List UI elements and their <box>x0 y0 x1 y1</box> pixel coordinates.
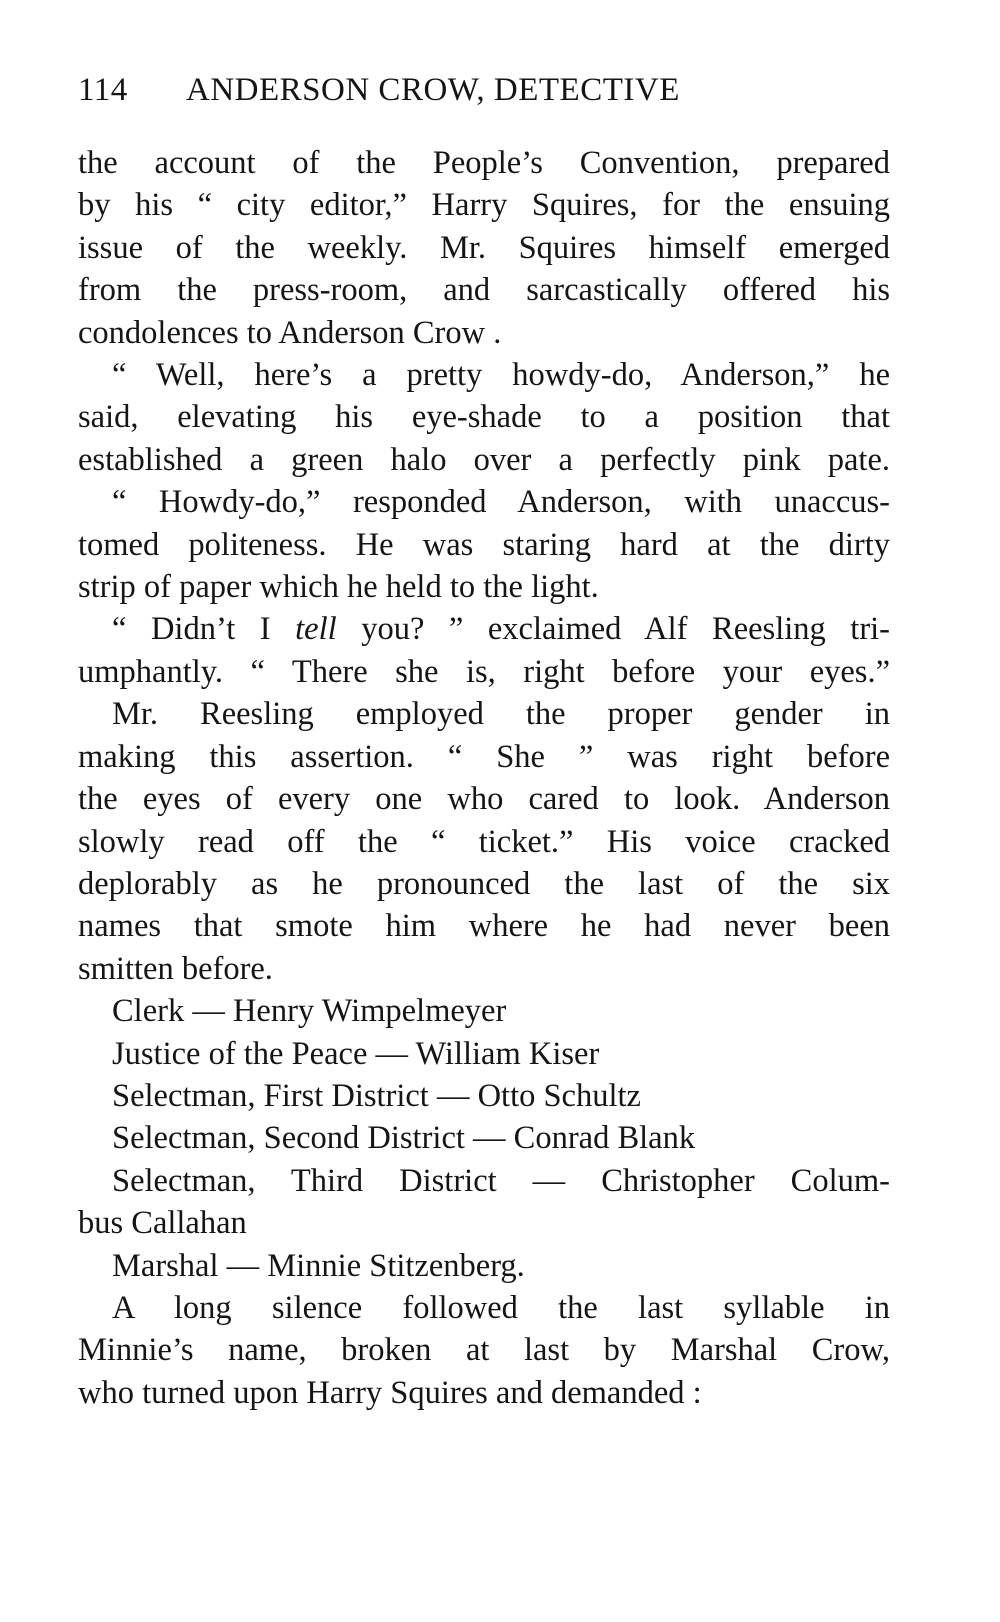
emphasis-text: tell <box>295 611 337 648</box>
text-line: A long silence followed the last syllable in <box>112 1289 890 1326</box>
text-line: strip of paper which he held to the light. <box>78 569 599 606</box>
text-line: names that smote him where he had never been <box>78 908 890 945</box>
text-line: who turned upon Harry Squires and demanded : <box>78 1374 702 1411</box>
ticket-entry-continuation: bus Callahan <box>78 1205 247 1242</box>
ticket-entry: Selectman, First District — Otto Schultz <box>112 1077 641 1114</box>
book-page <box>78 70 890 1414</box>
paragraph-1 <box>78 142 890 354</box>
text-line: the eyes of every one who cared to look. Anderson <box>78 781 890 818</box>
ticket-list <box>78 990 890 1287</box>
text-line: said, elevating his eye-shade to a position that <box>78 399 890 436</box>
running-header <box>78 70 890 110</box>
text-line <box>78 608 890 650</box>
text-line: slowly read off the “ ticket.” His voice cracked <box>78 823 890 860</box>
text-line: tomed politeness. He was staring hard at the dirty <box>78 526 890 563</box>
text-line: issue of the weekly. Mr. Squires himself emerged <box>78 229 890 266</box>
text-line: the account of the People’s Convention, prepared <box>78 145 890 181</box>
text-line: making this assertion. “ She ” was right before <box>78 738 890 775</box>
text-fragment: “ Didn’t I <box>112 611 271 648</box>
paragraph-4 <box>78 608 890 693</box>
text-line: deplorably as he pronounced the last of the six <box>78 865 890 902</box>
paragraph-2 <box>78 354 890 481</box>
text-line: Minnie’s name, broken at last by Marshal Crow, <box>78 1332 890 1369</box>
running-title: ANDERSON CROW, DETECTIVE <box>186 72 680 108</box>
text-line: condolences to Anderson Crow . <box>78 314 502 351</box>
text-line: from the press-room, and sarcastically offered his <box>78 272 890 309</box>
text-line: umphantly. “ There she is, right before your eyes.” <box>78 653 890 690</box>
text-line: “ Well, here’s a pretty howdy-do, Anderson,” he <box>112 357 890 394</box>
ticket-entry: Selectman, Third District — Christopher Colum- <box>112 1162 890 1199</box>
text-line: established a green halo over a perfectly pink pate. <box>78 441 890 478</box>
ticket-entry: Clerk — Henry Wimpelmeyer <box>112 993 507 1030</box>
ticket-entry: Marshal — Minnie Stitzenberg. <box>112 1247 525 1284</box>
ticket-entry: Justice of the Peace — William Kiser <box>112 1035 600 1072</box>
paragraph-3 <box>78 481 890 608</box>
paragraph-5 <box>78 693 890 990</box>
text-line: Mr. Reesling employed the proper gender in <box>112 696 890 733</box>
ticket-entry: Selectman, Second District — Conrad Blank <box>112 1120 696 1157</box>
paragraph-6 <box>78 1287 890 1414</box>
text-fragment: you? ” exclaimed Alf Reesling tri- <box>361 611 891 648</box>
page-number: 114 <box>78 72 128 108</box>
text-line: “ Howdy-do,” responded Anderson, with unaccus- <box>112 484 890 521</box>
text-line: smitten before. <box>78 950 273 987</box>
text-line: by his “ city editor,” Harry Squires, for the ensuing <box>78 187 890 224</box>
